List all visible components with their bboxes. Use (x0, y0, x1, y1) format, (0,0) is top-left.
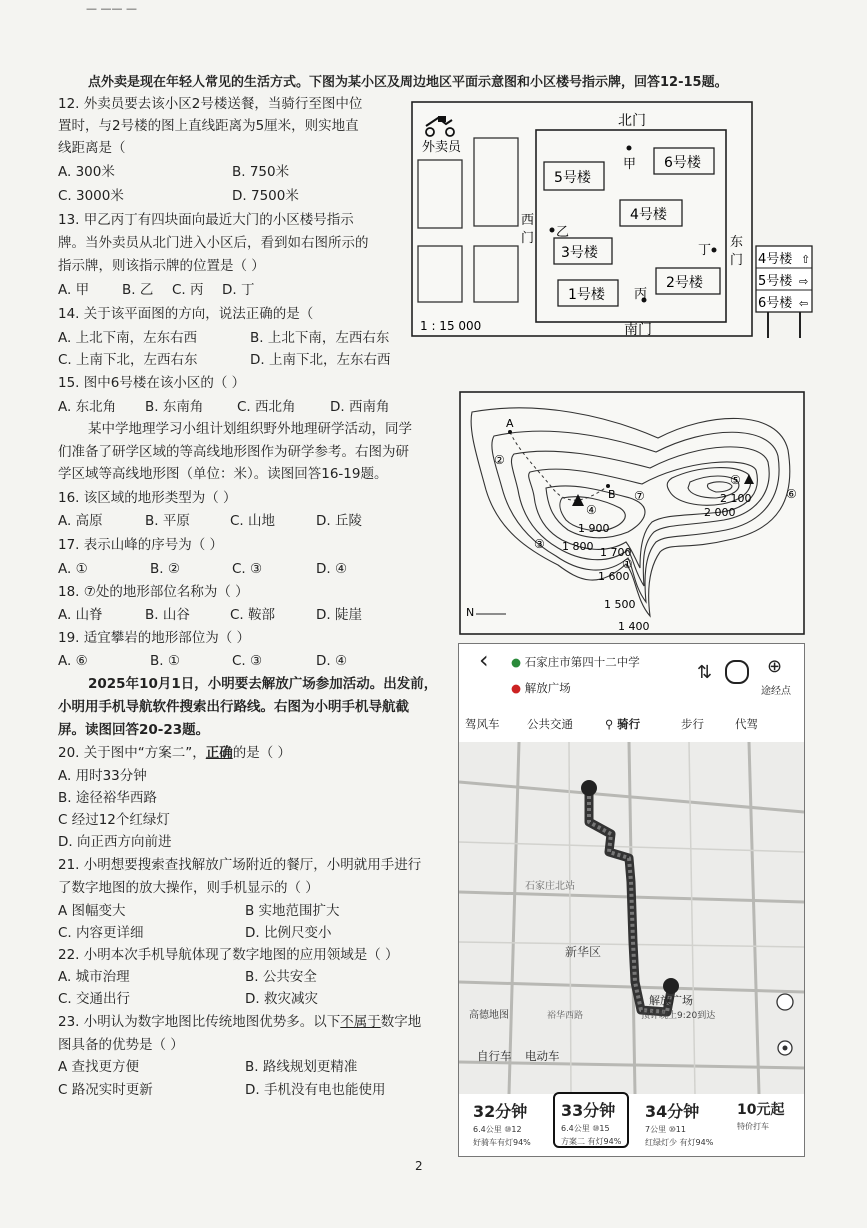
east-gate-label-top: 东 (730, 235, 744, 250)
map-place-label: 石家庄北站 (525, 881, 575, 892)
q23-line-1-pre: 23. 小明认为数字地图比传统地图优势多。以下 (58, 1014, 341, 1030)
building-6-label: 6号楼 (664, 155, 701, 171)
q20-option-d: D. 向正西方向前进 (58, 834, 172, 850)
q21-option-c: C. 内容更详细 (58, 925, 144, 941)
plan-2-tag: 方案二 有灯94% (561, 1137, 622, 1146)
q21-option-d: D. 比例尺变小 (245, 925, 332, 941)
q23-option-d: D. 手机没有电也能使用 (245, 1082, 386, 1098)
q22-option-a: A. 城市治理 (58, 969, 130, 985)
intro-text-3-line-2: 小明用手机导航软件搜索出行路线。右图为小明手机导航截 (58, 699, 409, 715)
contour-1500-label: 1 500 (604, 598, 636, 611)
q12-option-b: B. 750米 (232, 164, 290, 180)
q21-line-1: 21. 小明想要搜索查找解放广场附近的餐厅，小明就用手进行 (58, 857, 422, 873)
plan-card-1[interactable] (473, 1099, 531, 1147)
intro-text-2-line-1: 某中学地理学习小组计划组织野外地理研学活动，同学 (88, 421, 412, 437)
q13-option-a: A. 甲 (58, 282, 90, 298)
destination-field[interactable] (511, 680, 571, 696)
q12-option-a: A. 300米 (58, 164, 115, 180)
sign-arrow-left-icon: ⇦ (799, 297, 809, 310)
map-brand-label: 高德地图 (469, 1010, 509, 1021)
point-ding-label: 丁 (698, 243, 712, 258)
q20-stem-pre: 20. 关于图中“方案二”， (58, 745, 206, 761)
q20-option-c: C 经过12个红绿灯 (58, 812, 170, 828)
bicycle-icon: ⚲ (605, 717, 614, 731)
q18-option-b: B. 山谷 (145, 607, 190, 623)
q18-stem: 18. ⑦处的地形部位名称为（ ） (58, 584, 249, 600)
plan-1-detail: 6.4公里 ⑩12 (473, 1125, 522, 1134)
q15-option-d: D. 西南角 (330, 399, 390, 415)
tab-walking[interactable]: 步行 (681, 717, 704, 731)
q22-option-d: D. 救灾减灾 (245, 991, 318, 1007)
q17-option-c: C. ③ (232, 561, 263, 577)
contour-1700-label: 1 700 (600, 546, 632, 559)
q17-option-d: D. ④ (316, 561, 348, 577)
tab-public-transit[interactable]: 公共交通 (527, 717, 573, 731)
header-mark: — —— — (86, 2, 137, 15)
intro-text-3-line-3: 屏。读图回答20-23题。 (58, 722, 210, 738)
q21-option-a: A 图幅变大 (58, 903, 126, 919)
q12-line-1: 12. 外卖员要去该小区2号楼送餐，当骑行至图中位 (58, 96, 363, 112)
contour-1600-label: 1 600 (598, 570, 630, 583)
page-number: 2 (415, 1159, 423, 1173)
xinhua-district-label: 新华区 (565, 945, 602, 959)
add-waypoint-icon[interactable]: ⊕ (767, 656, 783, 677)
sign-building-5: 5号楼 (758, 274, 793, 289)
origin-dot-icon: ● (511, 655, 522, 669)
q16-option-d: D. 丘陵 (316, 513, 362, 529)
back-button[interactable]: ‹ (479, 646, 489, 674)
q13-line-2: 牌。当外卖员从北门进入小区后，看到如右图所示的 (58, 235, 369, 251)
intro-text-2-line-3: 学区域等高线地形图（单位：米）。读图回答16-19题。 (58, 466, 388, 482)
waypoint-label[interactable]: 途经点 (761, 686, 791, 697)
north-gate-label: 北门 (618, 113, 646, 129)
q14-stem: 14. 关于该平面图的方向，说法正确的是（ (58, 306, 314, 322)
q12-line-2: 置时，与2号楼的图上直线距离为5厘米，则实地直 (58, 118, 359, 134)
building-1-label: 1号楼 (568, 287, 605, 303)
q23-line-1 (58, 1014, 421, 1031)
marker-5: ⑤ (730, 473, 741, 487)
q12-option-c: C. 3000米 (58, 188, 124, 204)
q19-option-d: D. ④ (316, 653, 348, 669)
q18-option-a: A. 山脊 (58, 607, 103, 623)
sign-arrow-right-icon: ⇨ (799, 275, 809, 288)
q15-option-a: A. 东北角 (58, 399, 117, 415)
building-2-label: 2号楼 (666, 275, 703, 291)
contour-1900-label: 1 900 (578, 522, 610, 535)
q15-option-c: C. 西北角 (237, 399, 296, 415)
destination-dot-icon: ● (511, 681, 522, 695)
q23-line-2: 图具备的优势是（ ） (58, 1037, 184, 1053)
marker-7: ⑦ (634, 489, 645, 503)
point-jia-label: 甲 (623, 157, 637, 172)
q13-line-3: 指示牌，则该指示牌的位置是（ ） (58, 258, 265, 274)
plan-2-time: 33分钟 (561, 1101, 616, 1120)
road-label-yuhua: 裕华西路 (547, 1011, 584, 1021)
plan-2-detail: 6.4公里 ⑩15 (561, 1124, 610, 1133)
point-bing-label: 丙 (634, 287, 648, 302)
q13-option-b: B. 乙 (122, 282, 154, 298)
south-gate-label: 南门 (624, 322, 652, 338)
plan-taxi-price: 10元起 (737, 1102, 785, 1118)
q18-option-c: C. 鞍部 (230, 607, 276, 623)
q23-option-b: B. 路线规划更精准 (245, 1059, 358, 1075)
intro-text-2-line-2: 们准备了研学区域的等高线地形图作为研学参考。右图为研 (58, 444, 409, 460)
q15-option-b: B. 东南角 (145, 399, 204, 415)
contour-2100-label: 2 100 (720, 492, 752, 505)
q16-option-c: C. 山地 (230, 513, 276, 529)
point-yi-label: 乙 (556, 225, 570, 240)
plan-card-2[interactable] (553, 1092, 629, 1148)
plan-card-3[interactable] (645, 1099, 714, 1147)
plan-3-time: 34分钟 (645, 1102, 700, 1121)
plan-1-time: 32分钟 (473, 1102, 528, 1121)
swap-route-icon[interactable]: ⇅ (697, 662, 713, 683)
q22-option-b: B. 公共安全 (245, 969, 317, 985)
plan-3-detail: 7公里 ⑩11 (645, 1125, 686, 1134)
west-gate-label-bottom: 门 (521, 231, 535, 246)
contour-1800-label: 1 800 (562, 540, 594, 553)
q14-option-d: D. 上南下北，左东右西 (250, 352, 391, 368)
plan-1-tag: 好骑车有灯94% (473, 1138, 531, 1147)
west-gate-label-top: 西 (521, 213, 535, 228)
q13-option-d: D. 丁 (222, 282, 255, 298)
mode-bicycle[interactable]: 自行车 (477, 1049, 512, 1063)
refresh-icon[interactable] (777, 994, 793, 1010)
q12-line-3: 线距离是（ (58, 140, 126, 156)
q13-option-c: C. 丙 (172, 282, 204, 298)
eta-label: 预计晚上9:20到达 (641, 1011, 716, 1021)
point-b-label: B (608, 488, 616, 501)
tab-cycling-label: 骑行 (617, 717, 641, 731)
sign-arrow-up-icon: ⇧ (801, 253, 811, 266)
destination-map-label: 解放广场 (649, 994, 693, 1007)
intro-text-1: 点外卖是现在年轻人常见的生活方式。下图为某小区及周边地区平面示意图和小区楼号指示牌，回答12-15题。 (88, 75, 728, 90)
marker-1: ① (622, 557, 633, 571)
q19-option-b: B. ① (150, 653, 180, 669)
contour-1400-label: 1 400 (618, 620, 650, 633)
q17-option-a: A. ① (58, 561, 88, 577)
q22-stem: 22. 小明本次手机导航体现了数字地图的应用领域是（ ） (58, 947, 399, 963)
destination-text: 解放广场 (524, 681, 571, 695)
contour-2000-label: 2 000 (704, 506, 736, 519)
mode-ebike[interactable]: 电动车 (525, 1049, 560, 1063)
q19-stem: 19. 适宜攀岩的地形部位为（ ） (58, 630, 251, 646)
q23-line-1-post: 数字地 (380, 1014, 422, 1030)
q19-option-c: C. ③ (232, 653, 263, 669)
phone-navigation-screenshot (458, 643, 805, 1157)
q16-option-b: B. 平原 (145, 513, 190, 529)
point-a-label: A (506, 417, 514, 430)
q23-option-a: A 查找更方便 (58, 1059, 140, 1075)
origin-field[interactable] (511, 654, 640, 670)
contour-map (458, 390, 806, 636)
community-plan-map (408, 96, 820, 344)
q22-option-c: C. 交通出行 (58, 991, 131, 1007)
q16-stem: 16. 该区域的地形类型为（ ） (58, 490, 237, 506)
building-5-label: 5号楼 (554, 170, 591, 186)
marker-4: ④ (586, 503, 597, 517)
plan-taxi-tag: 特价打车 (737, 1122, 769, 1131)
tab-cycling[interactable] (605, 716, 640, 732)
tab-designated-driver[interactable]: 代驾 (735, 717, 758, 731)
q20-option-b: B. 途径裕华西路 (58, 790, 157, 806)
q19-option-a: A. ⑥ (58, 653, 88, 669)
q20-stem-underlined: 正确 (205, 745, 233, 761)
tab-ride-hailing[interactable]: 驾风车 (465, 717, 500, 731)
marker-2: ② (494, 453, 505, 467)
q23-option-c: C 路况实时更新 (58, 1082, 153, 1098)
north-arrow-label: N (466, 606, 475, 619)
q16-option-a: A. 高原 (58, 513, 103, 529)
intro-text-3-line-1: 2025年10月1日，小明要去解放广场参加活动。出发前， (88, 676, 438, 692)
q17-option-b: B. ② (150, 561, 180, 577)
q20-stem-post: 的是（ ） (232, 745, 292, 761)
q12-option-d: D. 7500米 (232, 188, 299, 204)
building-4-label: 4号楼 (630, 207, 667, 223)
marker-3: ③ (534, 537, 545, 551)
origin-text: 石家庄市第四十二中学 (524, 655, 640, 669)
q20-option-a: A. 用时33分钟 (58, 768, 147, 784)
q15-stem: 15. 图中6号楼在该小区的（ ） (58, 375, 246, 391)
scale-label: 1 : 15 000 (420, 319, 482, 333)
q17-stem: 17. 表示山峰的序号为（ ） (58, 537, 224, 553)
q14-option-c: C. 上南下北，左西右东 (58, 352, 198, 368)
courier-label: 外卖员 (422, 140, 462, 155)
building-3-label: 3号楼 (561, 245, 598, 261)
east-gate-label-bottom: 门 (730, 253, 744, 268)
plan-3-tag: 红绿灯少 有灯94% (645, 1138, 714, 1147)
q13-line-1: 13. 甲乙丙丁有四块面向最近大门的小区楼号指示 (58, 212, 354, 228)
sign-building-6: 6号楼 (758, 296, 793, 311)
q23-line-1-underlined: 不属于 (340, 1014, 381, 1030)
q21-option-b: B 实地范围扩大 (245, 903, 340, 919)
q21-line-2: 了数字地图的放大操作，则手机显示的（ ） (58, 880, 319, 896)
route-map[interactable] (459, 742, 804, 1094)
q14-option-b: B. 上北下南，左西右东 (250, 330, 390, 346)
q14-option-a: A. 上北下南，左东右西 (58, 330, 198, 346)
plan-card-taxi[interactable] (737, 1099, 784, 1143)
q18-option-d: D. 陡崖 (316, 607, 362, 623)
voice-icon[interactable] (725, 660, 749, 684)
sign-building-4: 4号楼 (758, 252, 793, 267)
q20-stem (58, 745, 291, 762)
marker-6: ⑥ (786, 487, 797, 501)
